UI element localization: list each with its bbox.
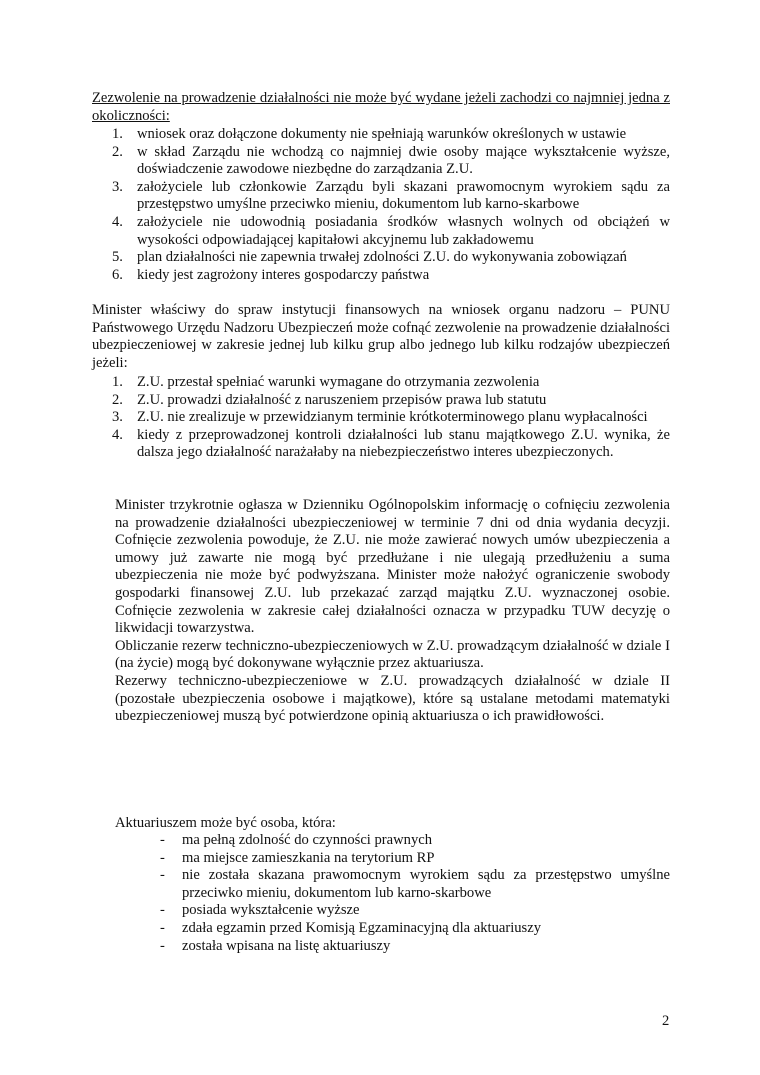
dash-bullet: - xyxy=(160,919,165,936)
paragraph-reserves-other: Rezerwy techniczno-ubezpieczeniowe w Z.U. prowadzących działalność w dziale II (pozostałe ubezpieczenia osobowe i majątkowe), które są ustalane metodami matematyki ubezpieczeniowej muszą być potwierdzone opinią aktuariusza o ich prawidłowości. xyxy=(115,672,670,725)
paragraph-license-revocation: Minister trzykrotnie ogłasza w Dzienniku Ogólnopolskim informację o cofnięciu zezwolenia na prowadzenie działalności ubezpieczeniowej w terminie 7 dni od dnia wydania decyzji. Cofnięcie zezwolenia powoduje, że Z.U. nie może zawierać nowych umów ubezpieczenia a umowy już zawarte nie mogą być przedłużane i nie ulegają przedłużeniu a suma ubezpieczenia nie może być podwyższana. Minister może nałożyć ograniczenie swobody gospodarki finansowej Z.U. lub przekazać zarząd majątku Z.U. wyznaczonej osobie. Cofnięcie zezwolenia w zakresie całej działalności oznacza w przypadku TUW decyzję o likwidacji towarzystwa. xyxy=(115,497,670,637)
item-text: Z.U. przestał spełniać warunki wymagane do otrzymania zezwolenia xyxy=(137,374,540,390)
item-number: 1. xyxy=(112,374,123,390)
section2-intro-text: Minister właściwy do spraw instytucji finansowych na wniosek organu nadzoru – PUNU Państwowego Urzędu Nadzoru Ubezpieczeń może cofnąć zezwolenie na prowadzenie działalności ubezpieczeniowej w zakresie jednej lub kilku grup albo jednego lub kilku rodzajów ubezpieczeń jeżeli: xyxy=(92,302,670,371)
item-number: 2. xyxy=(112,391,123,408)
item-text: założyciele lub członkowie Zarządu byli skazani prawomocnym wyrokiem sądu za przestępstwo umyślne przeciwko mieniu, dokumentom lub karno-skarbowe xyxy=(137,178,670,213)
section1-intro xyxy=(92,90,670,125)
item-text: Z.U. prowadzi działalność z naruszeniem przepisów prawa lub statutu xyxy=(137,391,547,408)
item-number: 6. xyxy=(112,266,123,283)
item-number: 3. xyxy=(112,178,123,195)
section2-list xyxy=(112,374,670,462)
list-item xyxy=(112,179,670,214)
list-item xyxy=(112,126,670,144)
dash-bullet: - xyxy=(160,937,165,954)
section4-list xyxy=(160,832,670,955)
item-text: nie została skazana prawomocnym wyrokiem sądu za przestępstwo umyślne przeciwko mieniu, dokumentom lub karno-skarbowe xyxy=(182,867,670,901)
item-text: założyciele nie udowodnią posiadania środków własnych wolnych od obciążeń w wysokości odpowiadającej kapitałowi akcyjnemu lub zakładowemu xyxy=(137,213,670,248)
dash-bullet: - xyxy=(160,867,165,884)
section4-intro xyxy=(115,815,670,833)
list-item xyxy=(160,920,670,938)
list-item xyxy=(160,938,670,956)
list-item xyxy=(112,409,670,427)
item-number: 4. xyxy=(112,426,123,443)
item-text: posiada wykształcenie wyższe xyxy=(182,902,360,919)
item-text: plan działalności nie zapewnia trwałej zdolności Z.U. do wykonywania zobowiązań xyxy=(137,249,627,266)
item-number: 5. xyxy=(112,249,123,266)
item-number: 1. xyxy=(112,126,123,142)
list-item xyxy=(160,902,670,920)
item-text: zdała egzamin przed Komisją Egzaminacyjną dla aktuariuszy xyxy=(182,919,542,936)
item-text: kiedy jest zagrożony interes gospodarczy państwa xyxy=(137,266,430,283)
section3-body xyxy=(115,497,670,726)
item-text: wniosek oraz dołączone dokumenty nie spełniają warunków określonych w ustawie xyxy=(137,126,627,142)
dash-bullet: - xyxy=(160,832,165,848)
item-text: kiedy z przeprowadzonej kontroli działalności lub stanu majątkowego Z.U. wynika, że dalsza jego działalność narażałaby na niebezpieczeństwo interes ubezpieczonych. xyxy=(137,426,670,461)
item-text: ma miejsce zamieszkania na terytorium RP xyxy=(182,849,435,866)
section4-intro-text: Aktuariuszem może być osoba, która: xyxy=(115,815,336,831)
list-item xyxy=(112,374,670,392)
dash-bullet: - xyxy=(160,902,165,919)
list-item xyxy=(160,867,670,902)
list-item xyxy=(160,850,670,868)
dash-bullet: - xyxy=(160,849,165,866)
paragraph-reserves-life: Obliczanie rezerw techniczno-ubezpieczeniowych w Z.U. prowadzącym działalność w dziale I (na życie) mogą być dokonywane wyłącznie przez aktuariusza. xyxy=(115,637,670,672)
list-item xyxy=(112,144,670,179)
item-text: Z.U. nie zrealizuje w przewidzianym terminie krótkoterminowego planu wypłacalności xyxy=(137,409,648,426)
section1-intro-text: Zezwolenie na prowadzenie działalności nie może być wydane jeżeli zachodzi co najmniej jedna z okoliczności: xyxy=(92,90,670,124)
list-item xyxy=(112,214,670,249)
list-item xyxy=(112,249,670,267)
page-number: 2 xyxy=(662,1013,670,1029)
list-item xyxy=(112,392,670,410)
list-item xyxy=(112,267,670,285)
list-item xyxy=(160,832,670,850)
item-number: 3. xyxy=(112,409,123,426)
item-number: 2. xyxy=(112,143,123,160)
list-item xyxy=(112,427,670,462)
item-text: została wpisana na listę aktuariuszy xyxy=(182,937,391,954)
section1-list xyxy=(112,126,670,284)
section2-intro xyxy=(92,302,670,372)
item-text: w skład Zarządu nie wchodzą co najmniej dwie osoby mające wykształcenie wyższe, doświadczenie zawodowe niezbędne do zarządzania Z.U. xyxy=(137,143,670,178)
item-number: 4. xyxy=(112,213,123,230)
item-text: ma pełną zdolność do czynności prawnych xyxy=(182,832,433,848)
